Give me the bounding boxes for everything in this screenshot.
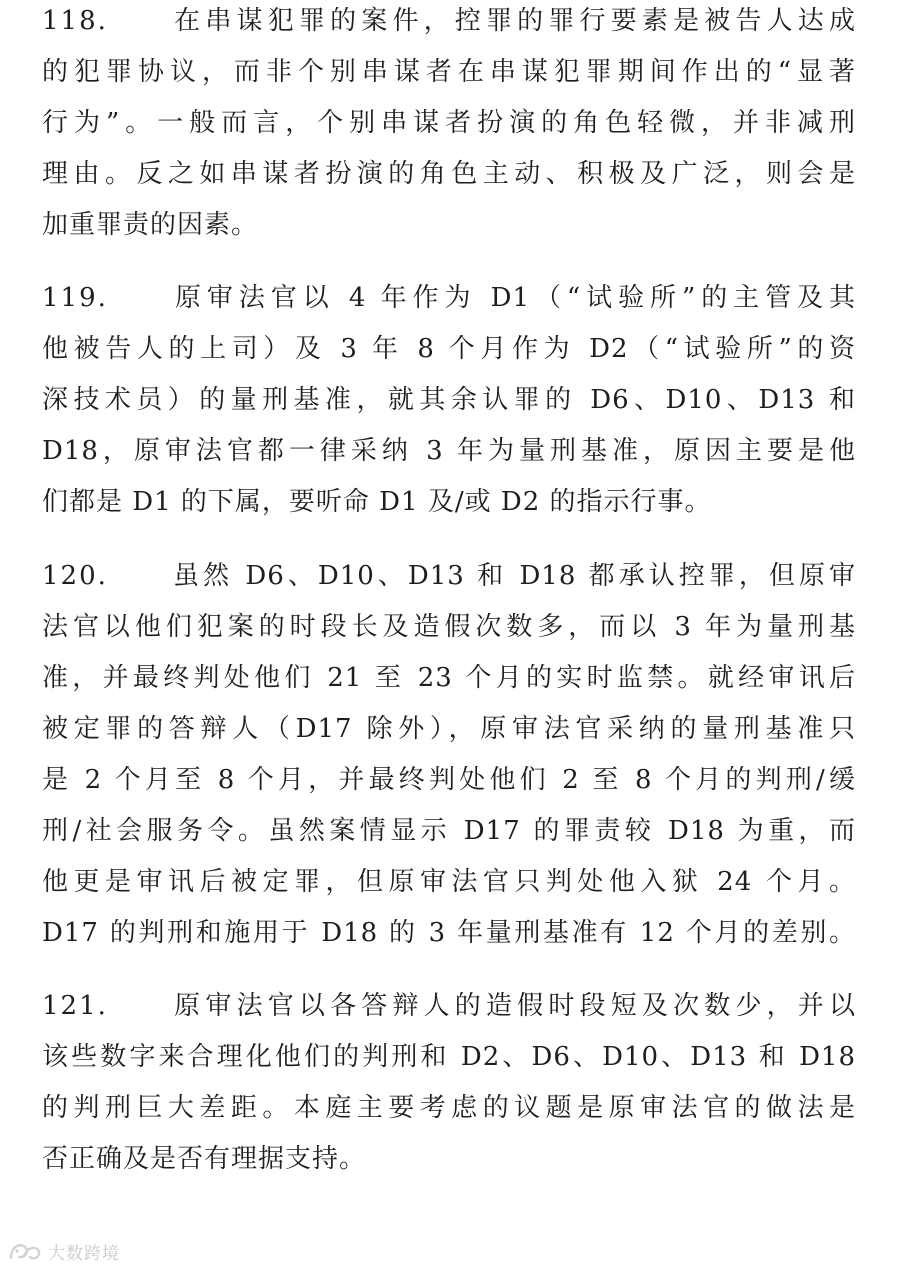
paragraph-line: D18，原审法官都一律采纳 3 年为量刑基准，原因主要是他 bbox=[42, 436, 856, 466]
paragraph-number: 119. bbox=[42, 283, 108, 313]
paragraph-line: 的判刑巨大差距。本庭主要考虑的议题是原审法官的做法是 bbox=[42, 1093, 856, 1123]
paragraph-118 bbox=[42, 0, 856, 251]
paragraph-121 bbox=[42, 981, 856, 1185]
paragraph-line: 他被告人的上司）及 3 年 8 个月作为 D2（“试验所”的资 bbox=[42, 334, 856, 364]
paragraph-line bbox=[42, 273, 856, 324]
paragraph-line: 行为”。一般而言，个别串谋者扮演的角色轻微，并非减刑 bbox=[42, 108, 856, 138]
paragraph-line: 的犯罪协议，而非个别串谋者在串谋犯罪期间作出的“显著 bbox=[42, 57, 856, 87]
line-text: 虽然 D6、D10、D13 和 D18 都承认控罪，但原审 bbox=[170, 561, 856, 591]
line-text: 原审法官以 4 年作为 D1（“试验所”的主管及其 bbox=[170, 283, 856, 313]
paragraph-line bbox=[42, 0, 856, 47]
paragraph-line: 该些数字来合理化他们的判刑和 D2、D6、D10、D13 和 D18 bbox=[42, 1042, 856, 1072]
paragraph-number: 120. bbox=[42, 561, 108, 591]
watermark bbox=[8, 1235, 120, 1267]
paragraph-line: 他更是审讯后被定罪，但原审法官只判处他入狱 24 个月。 bbox=[42, 867, 856, 897]
paragraph-number: 118. bbox=[42, 6, 108, 36]
paragraph-line: 们都是 D1 的下属，要听命 D1 及/或 D2 的指示行事。 bbox=[42, 487, 712, 517]
paragraph-line: 是 2 个月至 8 个月，并最终判处他们 2 至 8 个月的判刑/缓 bbox=[42, 765, 856, 795]
paragraph-line: 准，并最终判处他们 21 至 23 个月的实时监禁。就经审讯后 bbox=[42, 663, 856, 693]
paragraph-line: D17 的判刑和施用于 D18 的 3 年量刑基准有 12 个月的差别。 bbox=[42, 918, 856, 948]
paragraph-line: 深技术员）的量刑基准，就其余认罪的 D6、D10、D13 和 bbox=[42, 385, 856, 415]
paragraph-line: 刑/社会服务令。虽然案情显示 D17 的罪责较 D18 为重，而 bbox=[42, 816, 856, 846]
logo-icon bbox=[8, 1238, 42, 1264]
paragraph-line: 法官以他们犯案的时段长及造假次数多，而以 3 年为量刑基 bbox=[42, 612, 856, 642]
paragraph-line bbox=[42, 981, 856, 1032]
paragraph-line bbox=[42, 551, 856, 602]
paragraph-number: 121. bbox=[42, 991, 108, 1021]
line-text: 在串谋犯罪的案件，控罪的罪行要素是被告人达成 bbox=[170, 6, 856, 36]
paragraph-line: 否正确及是否有理据支持。 bbox=[42, 1144, 367, 1174]
paragraph-line: 加重罪责的因素。 bbox=[42, 210, 259, 240]
paragraph-119 bbox=[42, 273, 856, 528]
watermark-text: 大数跨境 bbox=[48, 1243, 120, 1264]
paragraph-line: 理由。反之如串谋者扮演的角色主动、积极及广泛，则会是 bbox=[42, 159, 856, 189]
line-text: 原审法官以各答辩人的造假时段短及次数少，并以 bbox=[170, 991, 856, 1021]
paragraph-line: 被定罪的答辩人（D17 除外），原审法官采纳的量刑基准只 bbox=[42, 714, 856, 744]
paragraph-120 bbox=[42, 551, 856, 959]
